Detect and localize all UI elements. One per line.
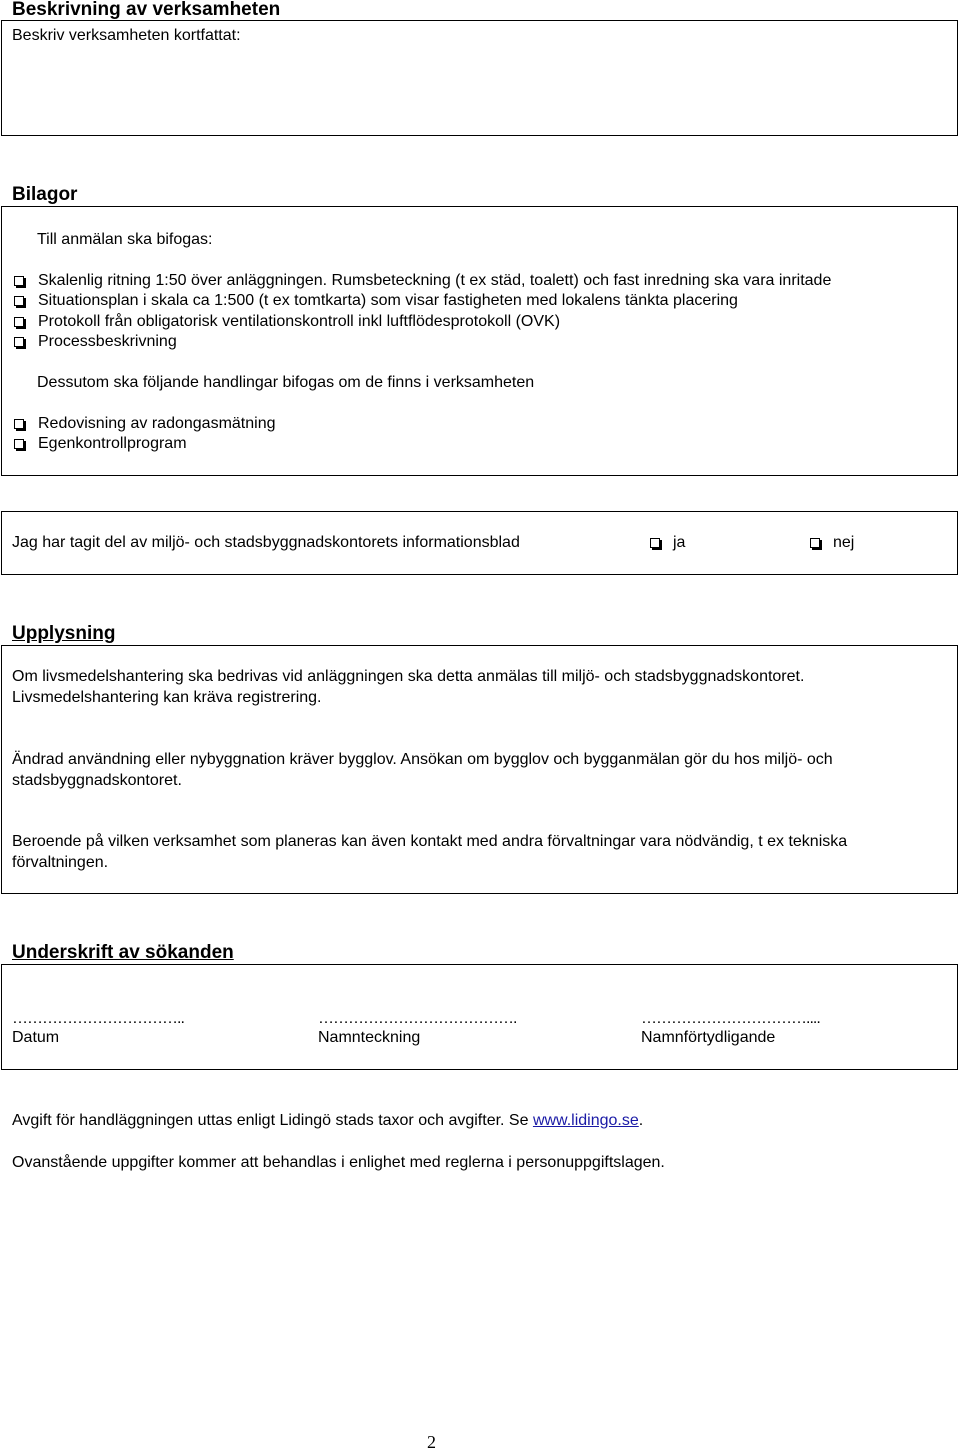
checkbox-ritning[interactable] <box>14 276 24 286</box>
info-statement: Jag har tagit del av miljö- och stadsbyggnadskontorets informationsblad <box>12 534 520 551</box>
checkbox-ovk[interactable] <box>14 317 24 327</box>
bilagor-box <box>1 206 958 476</box>
upplysning-p2-line1: Ändrad användning eller nybyggnation kräver bygglov. Ansökan om bygglov och bygganmälan gör du hos miljö- och <box>12 751 833 768</box>
fee-end: . <box>638 1112 644 1129</box>
section-heading-verksamhet: Beskrivning av verksamheten <box>12 0 281 20</box>
bilaga-item-ovk: Protokoll från obligatorisk ventilationskontroll inkl luftflödesprotokoll (OVK) <box>38 313 561 330</box>
date-line[interactable]: …………………………….. <box>12 1010 184 1027</box>
bilaga-item-process: Processbeskrivning <box>38 333 177 350</box>
upplysning-p3-line1: Beroende på vilken verksamhet som planeras kan även kontakt med andra förvaltningar vara nödvändig, t ex tekniska <box>12 833 848 850</box>
upplysning-p1-line1: Om livsmedelshantering ska bedrivas vid anläggningen ska detta anmälas till miljö- och stadsbyggnadskontoret. <box>12 668 805 685</box>
name-clarification-line[interactable]: …………………………….... <box>641 1010 820 1027</box>
verksamhet-description-field[interactable] <box>1 20 958 136</box>
info-confirm-box <box>1 511 958 575</box>
name-clarification-label: Namnförtydligande <box>641 1029 776 1046</box>
section-heading-upplysning: Upplysning <box>12 623 116 644</box>
checkbox-ja[interactable] <box>650 538 660 548</box>
section-heading-bilagor: Bilagor <box>12 184 78 205</box>
lidingo-link[interactable]: www.lidingo.se <box>532 1112 639 1129</box>
bilagor-extra-intro: Dessutom ska följande handlingar bifogas om de finns i verksamheten <box>37 374 535 391</box>
bilaga-item-ritning: Skalenlig ritning 1:50 över anläggningen. Rumsbeteckning (t ex städ, toalett) och fast inredning ska vara inritade <box>38 272 832 289</box>
section-heading-underskrift: Underskrift av sökanden <box>12 942 234 963</box>
fee-text: Avgift för handläggningen uttas enligt Lidingö stads taxor och avgifter. Se <box>12 1112 533 1129</box>
upplysning-p1-line2: Livsmedelshantering kan kräva registrering. <box>12 689 322 706</box>
nej-label: nej <box>833 534 855 551</box>
page-number: 2 <box>427 1432 436 1452</box>
signature-line[interactable]: …………………………………. <box>318 1010 517 1027</box>
ja-label: ja <box>673 534 686 551</box>
bilaga-item-radon: Redovisning av radongasmätning <box>38 415 276 432</box>
upplysning-box <box>1 645 958 894</box>
checkbox-egenkontroll[interactable] <box>14 439 24 449</box>
privacy-text: Ovanstående uppgifter kommer att behandlas i enlighet med reglerna i personuppgiftslagen. <box>12 1154 665 1171</box>
verksamhet-prompt: Beskriv verksamheten kortfattat: <box>12 27 241 44</box>
bilaga-item-egenkontroll: Egenkontrollprogram <box>38 435 187 452</box>
bilaga-item-situationsplan: Situationsplan i skala ca 1:500 (t ex tomtkarta) som visar fastigheten med lokalens tänkta placering <box>38 292 738 309</box>
date-label: Datum <box>12 1029 60 1046</box>
checkbox-radon[interactable] <box>14 419 24 429</box>
signature-label: Namnteckning <box>318 1029 421 1046</box>
underskrift-box <box>1 964 958 1070</box>
checkbox-process[interactable] <box>14 337 24 347</box>
bilagor-intro: Till anmälan ska bifogas: <box>37 231 213 248</box>
upplysning-p3-line2: förvaltningen. <box>12 854 109 871</box>
checkbox-nej[interactable] <box>810 538 820 548</box>
checkbox-situationsplan[interactable] <box>14 296 24 306</box>
fee-paragraph <box>12 1111 643 1131</box>
upplysning-p2-line2: stadsbyggnadskontoret. <box>12 772 182 789</box>
